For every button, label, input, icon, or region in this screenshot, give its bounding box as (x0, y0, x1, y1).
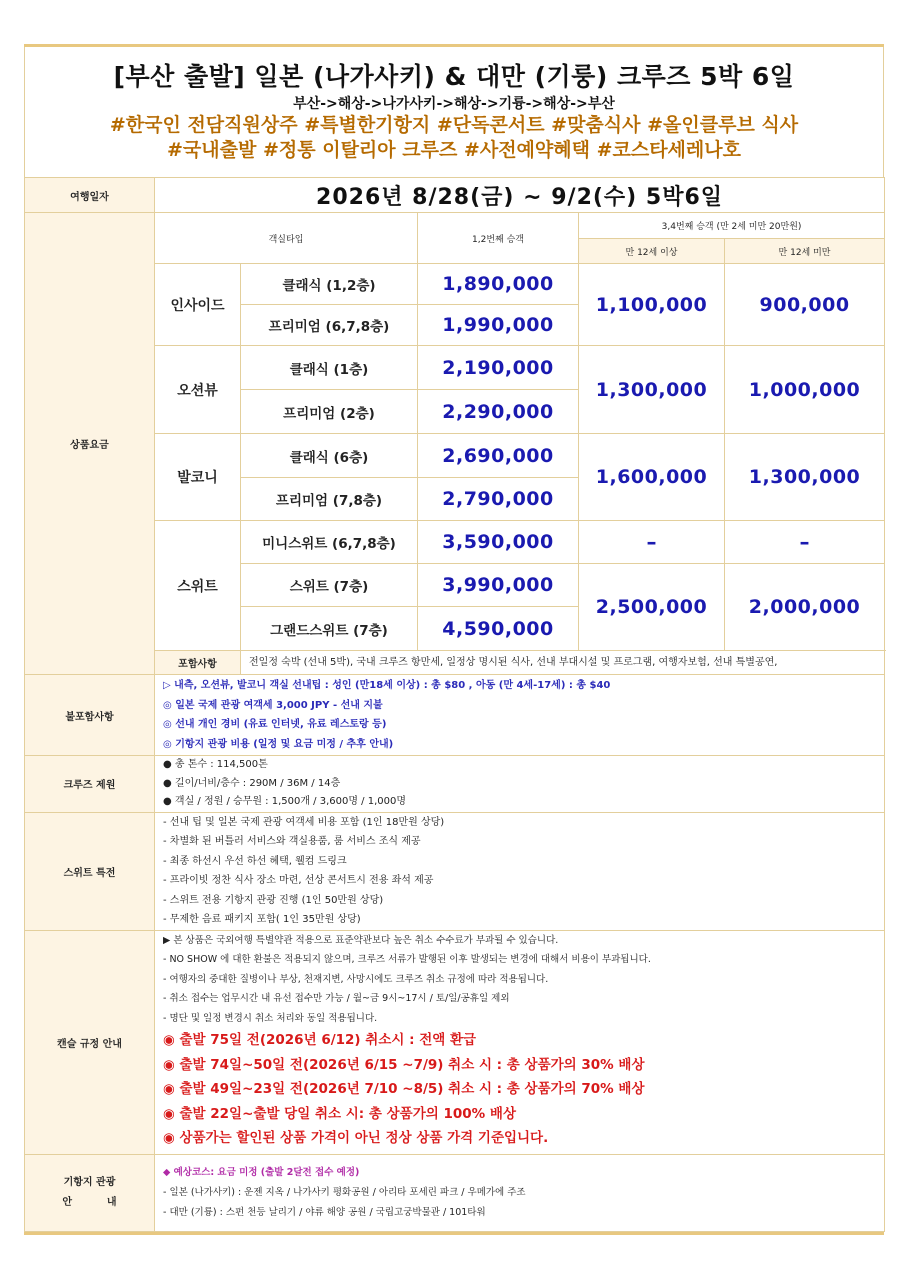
cruise-specs-row (25, 756, 885, 813)
room-type-balcony: 발코니 (155, 434, 241, 521)
port-tour-item: - 일본 (나가사키) : 운젠 지옥 / 나가사키 평화공원 / 아리타 포세린 파크 / 우메가에 주조 (163, 1186, 526, 1198)
excluded-item: ▷ 내측, 오션뷰, 발코니 객실 선내팁 : 성인 (만18세 이상) : 총 $80 , 아동 (만 4세-17세) : 총 $40 (163, 680, 611, 691)
price-over-12: – (579, 521, 725, 564)
price-first-second: 3,590,000 (418, 521, 579, 564)
price-first-second: 1,990,000 (418, 305, 579, 346)
port-tours-label-line1: 기항지 관광 (63, 1176, 116, 1188)
price-over-12: 2,500,000 (579, 564, 725, 651)
hashtags-line-1: #한국인 전담직원상주 #특별한기항지 #단독콘서트 #맞춤식사 #올인클루브 식사 (109, 114, 799, 136)
price-first-second: 2,690,000 (418, 434, 579, 478)
cancel-item: ▶ 본 상품은 국외여행 특별약관 적용으로 표준약관보다 높은 취소 수수료가 부과될 수 있습니다. (163, 934, 559, 946)
col-under-12: 만 12세 미만 (725, 239, 885, 264)
spec-item: ● 길이/너비/층수 : 290M / 36M / 14층 (163, 777, 341, 789)
excluded-row (25, 675, 885, 756)
cancel-fee-item: ◉ 출발 49일~23일 전(2026년 7/10 ~8/5) 취소 시 : 총 상품가의 70% 배상 (163, 1081, 645, 1097)
room-type-oceanview: 오션뷰 (155, 346, 241, 434)
benefit-item: - 선내 팁 및 일본 국제 관광 여객세 비용 포함 (1인 18만원 상당) (163, 816, 445, 828)
cruise-specs-label: 크루즈 제원 (25, 756, 155, 813)
suite-benefits-row (25, 812, 885, 930)
price-first-second: 4,590,000 (418, 607, 579, 651)
price-over-12: 1,300,000 (579, 346, 725, 434)
cancel-fee-item: ◉ 출발 22일~출발 당일 취소 시: 총 상품가의 100% 배상 (163, 1105, 516, 1122)
port-tour-item: ◆ 예상코스: 요금 미정 (출발 2달전 접수 예정) (163, 1166, 360, 1178)
excluded-item: ◎ 일본 국제 관광 여객세 3,000 JPY - 선내 지불 (163, 699, 383, 711)
excluded-item: ◎ 기항지 관광 비용 (일정 및 요금 미정 / 추후 안내) (163, 738, 394, 750)
product-table (24, 177, 885, 1232)
spec-item: ● 객실 / 정원 / 승무원 : 1,500개 / 3,600명 / 1,000명 (163, 796, 407, 807)
hashtags-line-2: #국내출발 #정통 이탈리아 크루즈 #사전예약혜택 #코스타세레나호 (167, 139, 741, 161)
brochure-page (24, 44, 884, 1235)
excluded-item: ◎ 선내 개인 경비 (유료 인터넷, 유료 레스토랑 등) (163, 719, 387, 730)
cabin-name: 클래식 (1층) (241, 346, 418, 390)
cabin-name: 클래식 (1,2층) (241, 264, 418, 305)
price-over-12: 1,600,000 (579, 434, 725, 521)
col-over-12: 만 12세 이상 (579, 239, 725, 264)
pricing-label: 상품요금 (25, 213, 155, 675)
price-over-12: 1,100,000 (579, 264, 725, 346)
room-type-suite: 스위트 (155, 521, 241, 651)
cruise-specs-list (155, 756, 885, 813)
benefit-item: - 프라이빗 정찬 식사 장소 마련, 선상 콘서트시 전용 좌석 제공 (163, 875, 434, 886)
excluded-list (155, 675, 885, 756)
cabin-name: 클래식 (6층) (241, 434, 418, 478)
room-type-inside: 인사이드 (155, 264, 241, 346)
benefit-item: - 최종 하선시 우선 하선 혜택, 웰컴 드링크 (163, 855, 347, 867)
included-text: 전일정 숙박 (선내 5박), 국내 크루즈 항만세, 일정상 명시된 식사, 선내 부대시설 및 프로그램, 여행자보험, 선내 특별공연, (241, 651, 885, 675)
benefit-item: - 스위트 전용 기항지 관광 진행 (1인 50만원 상당) (163, 894, 384, 906)
route-line: 부산->해상->나가사키->해상->기륭->해상->부산 (293, 96, 615, 112)
bottom-divider (24, 1232, 884, 1235)
price-under-12: 1,300,000 (725, 434, 885, 521)
travel-date-label: 여행일자 (25, 178, 155, 213)
cancel-fee-item: ◉ 출발 74일~50일 전(2026년 6/15 ~7/9) 취소 시 : 총 상품가의 30% 배상 (163, 1056, 645, 1073)
price-under-12: – (725, 521, 885, 564)
cancel-item: - NO SHOW 에 대한 환불은 적용되지 않으며, 크루즈 서류가 발행된 이후 발생되는 변경에 대해서 비용이 부과됩니다. (163, 954, 651, 965)
cancel-item: - 취소 접수는 업무시간 내 유선 접수만 가능 / 월~금 9시~17시 / 토/일/공휴일 제외 (163, 993, 510, 1004)
cancel-item: - 명단 및 일정 변경시 취소 처리와 동일 적용됩니다. (163, 1012, 378, 1024)
col-room-type: 객실타입 (155, 213, 418, 264)
col-first-second: 1,2번째 승객 (418, 213, 579, 264)
price-under-12: 2,000,000 (725, 564, 885, 651)
cancel-item: - 여행자의 중대한 질병이나 부상, 천재지변, 사망시에도 크루즈 취소 규정에 따라 적용됩니다. (163, 973, 549, 985)
price-first-second: 2,190,000 (418, 346, 579, 390)
port-tours-label (25, 1154, 155, 1231)
excluded-label: 불포함사항 (25, 675, 155, 756)
cabin-name: 프리미엄 (7,8층) (241, 478, 418, 521)
col-third-fourth: 3,4번째 승객 (만 2세 미만 20만원) (579, 213, 885, 239)
benefit-item: - 차별화 된 버틀러 서비스와 객실용품, 룸 서비스 조식 제공 (163, 836, 421, 847)
cancel-policy-row (25, 930, 885, 1154)
port-tours-row (25, 1154, 885, 1231)
suite-benefits-list (155, 812, 885, 930)
page-title: [부산 출발] 일본 (나가사키) & 대만 (기룽) 크루즈 5박 6일 (113, 62, 795, 91)
port-tour-item: - 대만 (기륭) : 스펀 천등 날리기 / 야류 해양 공원 / 국립고궁박물관 / 101타워 (163, 1206, 486, 1218)
price-first-second: 2,290,000 (418, 390, 579, 434)
cabin-name: 그랜드스위트 (7층) (241, 607, 418, 651)
suite-benefits-label: 스위트 특전 (25, 812, 155, 930)
price-first-second: 2,790,000 (418, 478, 579, 521)
price-under-12: 900,000 (725, 264, 885, 346)
port-tours-label-line2: 안 내 (62, 1196, 117, 1208)
cancel-policy-list (155, 930, 885, 1154)
cancel-fee-item: ◉ 출발 75일 전(2026년 6/12) 취소시 : 전액 환급 (163, 1032, 477, 1048)
spec-item: ● 총 톤수 : 114,500톤 (163, 759, 268, 770)
included-label: 포함사항 (155, 651, 241, 675)
port-tours-list (155, 1154, 885, 1231)
pricing-header-row (25, 213, 885, 239)
cabin-name: 스위트 (7층) (241, 564, 418, 607)
price-under-12: 1,000,000 (725, 346, 885, 434)
cancel-fee-item: ◉ 상품가는 할인된 상품 가격이 아닌 정상 상품 가격 기준입니다. (163, 1130, 549, 1146)
price-first-second: 3,990,000 (418, 564, 579, 607)
benefit-item: - 무제한 음료 패키지 포함( 1인 35만원 상당) (163, 914, 361, 925)
cabin-name: 프리미엄 (6,7,8층) (241, 305, 418, 346)
cabin-name: 미니스위트 (6,7,8층) (241, 521, 418, 564)
cabin-name: 프리미엄 (2층) (241, 390, 418, 434)
price-first-second: 1,890,000 (418, 264, 579, 305)
cancel-policy-label: 캔슬 규정 안내 (25, 930, 155, 1154)
travel-date-row (25, 178, 885, 213)
header (24, 47, 884, 177)
travel-date-value: 2026년 8/28(금) ~ 9/2(수) 5박6일 (155, 178, 885, 213)
